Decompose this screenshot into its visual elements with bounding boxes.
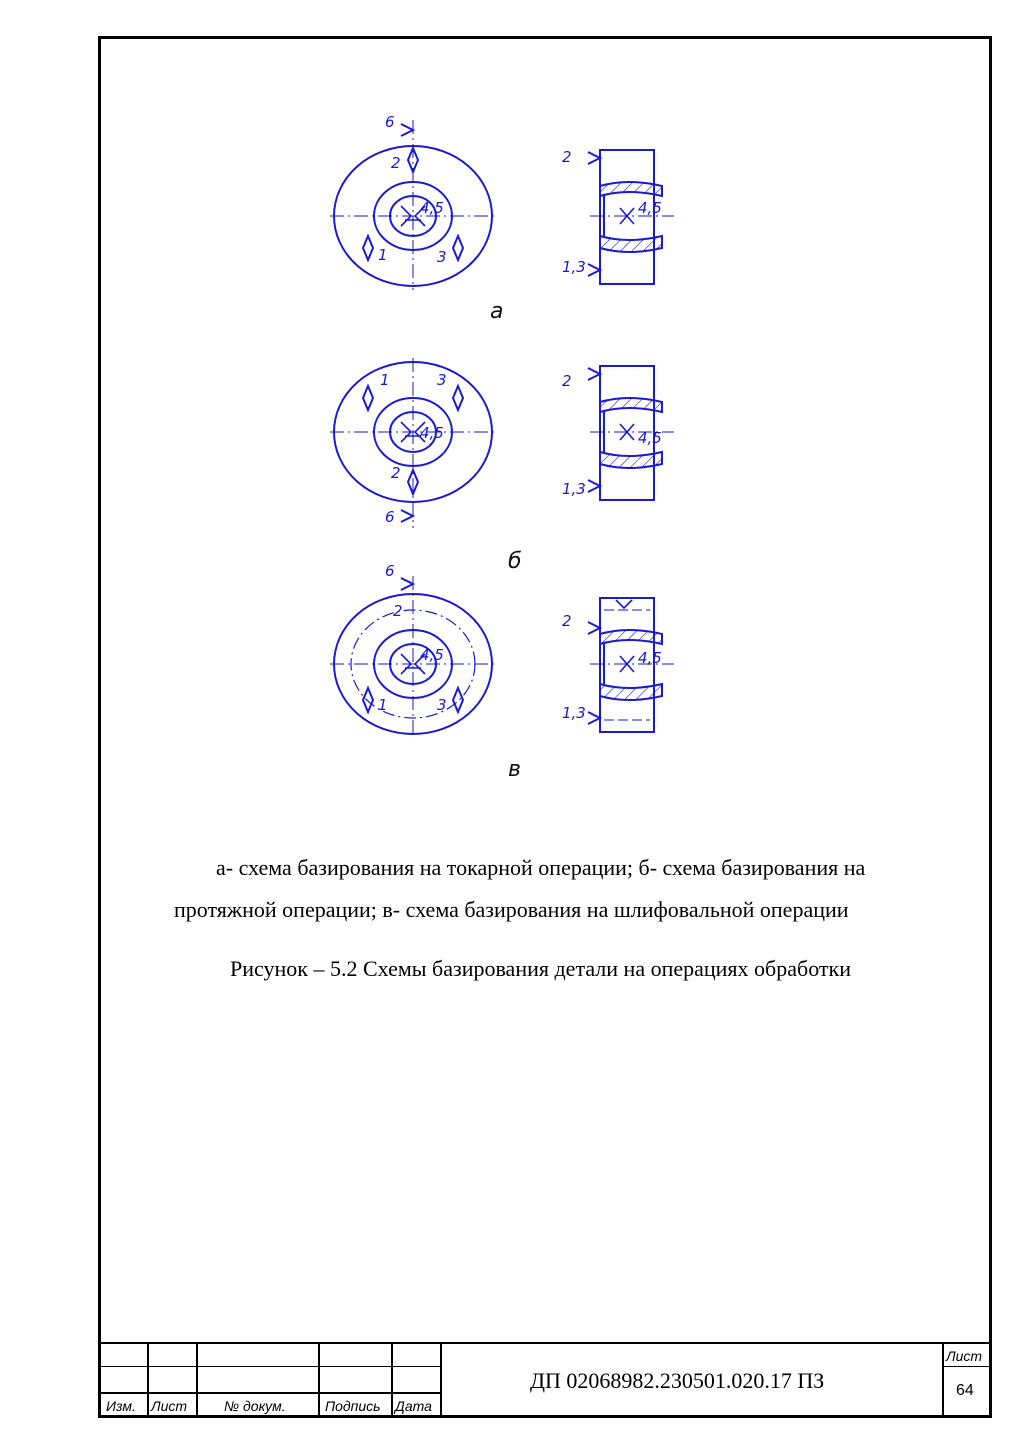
scheme-b-side-label-13: 1,3 [562,480,586,498]
scheme-a-label-2: 2 [391,154,401,172]
scheme-a-side-view [588,150,674,284]
document-code: ДП 02068982.230501.020.17 ПЗ [530,1368,825,1393]
header-date: Дата [395,1398,432,1414]
scheme-c-label-3: 3 [437,696,447,714]
scheme-a-side-label-45: 4,5 [638,199,662,217]
scheme-a-front-view [330,120,496,290]
scheme-b-label-2: 2 [391,464,401,482]
title-block [98,1342,992,1418]
scheme-c-label-2: 2 [393,602,403,620]
figure-title: Рисунок – 5.2 Схемы базирования детали на операциях обработки [230,956,851,981]
header-doc-number: № докум. [224,1398,286,1414]
scheme-b-label-1: 1 [380,371,390,389]
scheme-a-side-label-2: 2 [562,148,572,166]
scheme-c-front-view [330,576,496,738]
scheme-b-letter: б [508,549,522,574]
scheme-a-label-45: 4,5 [420,199,444,217]
scheme-b-label-45: 4,5 [420,424,444,442]
sheet-label: Лист [946,1348,983,1364]
caption-line-2: протяжной операции; в- схема базирования на шлифовальной операции [174,897,849,922]
scheme-b-front-view [330,358,496,528]
header-list: Лист [151,1398,188,1414]
scheme-b-label-6: 6 [385,508,395,526]
scheme-c-side-label-2: 2 [562,612,572,630]
scheme-a-label-1: 1 [378,246,388,264]
scheme-b-side-label-45: 4,5 [638,429,662,447]
scheme-a-side-label-13: 1,3 [562,258,586,276]
scheme-b-label-3: 3 [437,371,447,389]
scheme-c-label-6: 6 [385,562,395,580]
scheme-c-letter: в [508,757,521,782]
scheme-c-label-45: 4,5 [420,646,444,664]
scheme-c-side-label-13: 1,3 [562,704,586,722]
scheme-b-side-label-2: 2 [562,372,572,390]
caption-line-1: а- схема базирования на токарной операции; б- схема базирования на [216,855,866,880]
header-signature: Подпись [325,1398,381,1414]
header-izm: Изм. [106,1398,136,1414]
scheme-c-label-1: 1 [378,696,388,714]
scheme-c-side-label-45: 4,5 [638,649,662,667]
sheet-number: 64 [956,1382,974,1399]
scheme-a-label-3: 3 [437,248,447,266]
scheme-a-label-6: 6 [385,113,395,131]
scheme-a-letter: а [490,299,504,324]
